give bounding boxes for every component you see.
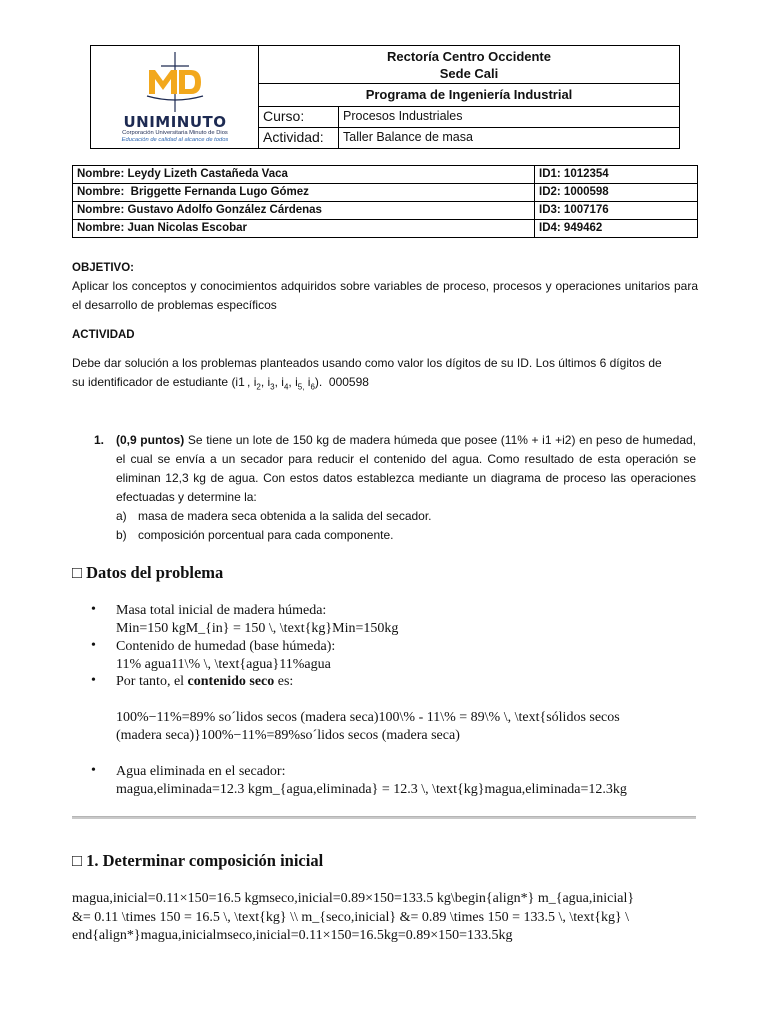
comp-line-2: &= 0.11 \times 150 = 16.5 \, \text{kg} \\ m_{seco,inicial} &= 0.89 \times 150 = 133.5 \, \text{kg} \	[72, 910, 630, 925]
datos-heading: □ Datos del problema	[72, 563, 224, 582]
datos-b3-line	[116, 673, 293, 691]
comp-heading: □ 1. Determinar composición inicial	[72, 851, 324, 870]
problem-points: (0,9 puntos)	[116, 433, 185, 447]
problem-text: Se tiene un lote de 150 kg de madera húmeda que posee (11% + i1 +i2) en peso de humedad, el cual se envía a un secador para reducir el contenido del agua. Como resultado de esta operación se eliminan 12,3 kg de agua. Con estos datos establezca mediante un diagrama de proceso las operaciones efectuadas y determine la:	[116, 433, 696, 504]
actividad-value: Taller Balance de masa	[343, 130, 473, 144]
comp-line-3: end{align*}magua,inicialmseco,inicial=0.11×150=16.5kg=0.89×150=133.5kg	[72, 928, 513, 943]
datos-b3-formula-2: (madera seca)}100%−11%=89%so´lidos secos (madera seca)	[116, 728, 460, 743]
problem-a-text: masa de madera seca obtenida a la salida del secador.	[138, 509, 432, 523]
comp-line-1: magua,inicial=0.11×150=16.5 kgmseco,inicial=0.89×150=133.5 kg\begin{align*} m_{agua,inicial}	[72, 891, 635, 906]
document-header	[90, 45, 680, 149]
students-table	[72, 165, 698, 238]
student-id: ID2: 1000598	[535, 184, 698, 202]
bullet-dot: •	[91, 602, 96, 617]
table-row	[73, 202, 698, 220]
actividad-id-line	[72, 373, 369, 396]
objetivo-title: OBJETIVO:	[72, 262, 134, 274]
datos-b1-formula: Min=150 kgM_{in} = 150 \, \text{kg}Min=150kg	[116, 621, 399, 636]
problem-a-label: a)	[116, 509, 127, 523]
actividad-label: Actividad:	[259, 127, 339, 148]
bullet-dot: •	[91, 763, 96, 778]
problem-statement	[116, 431, 696, 507]
actividad-title: ACTIVIDAD	[72, 329, 135, 341]
logo-wordmark: UNIMINUTO	[123, 113, 227, 131]
header-rectoria: Rectoría Centro Occidente	[387, 49, 551, 64]
datos-b4-formula: magua,eliminada=12.3 kgm_{agua,eliminada} = 12.3 \, \text{kg}magua,eliminada=12.3kg	[116, 782, 627, 797]
datos-b4-title: Agua eliminada en el secador:	[116, 764, 286, 779]
datos-b3-post: es:	[274, 674, 294, 689]
student-name: Nombre: Briggette Fernanda Lugo Gómez	[73, 184, 535, 202]
problem-b-label: b)	[116, 528, 127, 542]
datos-b2-title: Contenido de humedad (base húmeda):	[116, 639, 336, 654]
bullet-dot: •	[91, 638, 96, 653]
table-row	[73, 184, 698, 202]
problem-b-text: composición porcentual para cada componente.	[138, 528, 394, 542]
header-curso-row	[259, 106, 679, 128]
table-row	[73, 166, 698, 184]
student-name: Nombre: Juan Nicolas Escobar	[73, 220, 535, 238]
objetivo-text: Aplicar los conceptos y conocimientos adquiridos sobre variables de proceso, procesos y operaciones unitarios para el desarrollo de problemas específicos	[72, 279, 698, 312]
datos-b3-pre: Por tanto, el	[116, 674, 188, 689]
horizontal-rule	[72, 816, 696, 819]
actividad-text: Debe dar solución a los problemas planteados usando como valor los dígitos de su ID. Los últimos 6 dígitos de	[72, 356, 662, 370]
student-id: ID3: 1007176	[535, 202, 698, 220]
header-sede: Sede Cali	[439, 66, 499, 81]
datos-b3-bold: contenido seco	[187, 674, 275, 689]
logo-cell	[91, 46, 259, 148]
logo-subtitle: Corporación Universitaria Minuto de Dios	[122, 130, 228, 136]
curso-value: Procesos Industriales	[343, 109, 463, 123]
header-actividad-row	[259, 127, 679, 148]
student-name: Nombre: Leydy Lizeth Castañeda Vaca	[73, 166, 535, 184]
logo-tagline: Educación de calidad al alcance de todos	[121, 137, 229, 143]
id-digit-subscripts: 1 , $i_2$, $i_3$, $i_4$, $i_{5,}$ $i_6$).	[238, 375, 329, 392]
student-id: ID4: 949462	[535, 220, 698, 238]
actividad-digits: 000598	[328, 375, 369, 389]
student-name: Nombre: Gustavo Adolfo González Cárdenas	[73, 202, 535, 220]
datos-b1-title: Masa total inicial de madera húmeda:	[116, 603, 327, 618]
problem-number: 1.	[94, 433, 105, 447]
student-id: ID1: 1012354	[535, 166, 698, 184]
header-institution	[259, 46, 679, 84]
datos-b3-formula-1: 100%−11%=89% so´lidos secos (madera seca)100\% - 11\% = 89\% \, \text{sólidos secos	[116, 710, 620, 725]
curso-label: Curso:	[259, 106, 339, 127]
header-program: Programa de Ingeniería Industrial	[259, 84, 679, 107]
table-row	[73, 220, 698, 238]
bullet-dot: •	[91, 673, 96, 688]
datos-b2-formula: 11% agua11\% \, \text{agua}11%agua	[116, 657, 331, 672]
actividad-text-2: su identificador de estudiante (i	[72, 375, 239, 389]
